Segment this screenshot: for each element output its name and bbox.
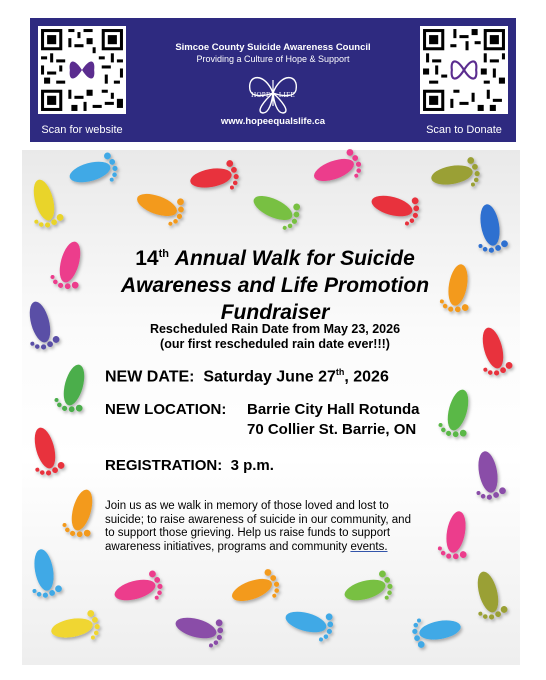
new-date-suffix: th <box>335 367 345 377</box>
new-date-label: NEW DATE: <box>105 368 195 386</box>
rain-date-note: Rescheduled Rain Date from May 23, 2026 <box>149 322 401 336</box>
rain-date-remark: (our first rescheduled rain date ever!!!) <box>160 337 390 351</box>
title-suffix: th <box>158 248 169 260</box>
description-text: Join us as we walk in memory of those loved and lost to suicide; to raise awareness of suicide in our community, and to support those grieving. Help us raise funds to support awareness initiatives, programs and community <box>105 500 411 553</box>
location-label: NEW LOCATION: <box>105 401 227 418</box>
registration-label: REGISTRATION: <box>105 457 223 474</box>
new-date-day: Saturday June 27 <box>203 368 336 386</box>
description-tail: events. <box>350 540 388 553</box>
tagline: Providing a Culture of Hope & Support <box>196 54 350 64</box>
org-name: Simcoe County Suicide Awareness Council <box>175 42 371 53</box>
title-number: 14 <box>135 247 159 270</box>
registration-row <box>105 457 274 474</box>
event-title <box>105 241 445 326</box>
logo-text: HOPE = LIFE <box>251 91 295 99</box>
new-date-year: , 2026 <box>344 368 389 386</box>
location-line-2: 70 Collier St. Barrie, ON <box>247 421 417 438</box>
new-date-row <box>105 367 389 386</box>
website-url[interactable]: www.hopeequalslife.ca <box>220 116 326 127</box>
qr-donate-caption: Scan to Donate <box>426 124 502 136</box>
qr-website-caption: Scan for website <box>41 124 123 136</box>
title-text: Annual Walk for Suicide Awareness and Life Promotion Fundraiser <box>120 247 430 324</box>
location-line-1: Barrie City Hall Rotunda <box>247 401 420 418</box>
registration-time: 3 p.m. <box>230 457 274 474</box>
description-paragraph <box>105 500 423 554</box>
